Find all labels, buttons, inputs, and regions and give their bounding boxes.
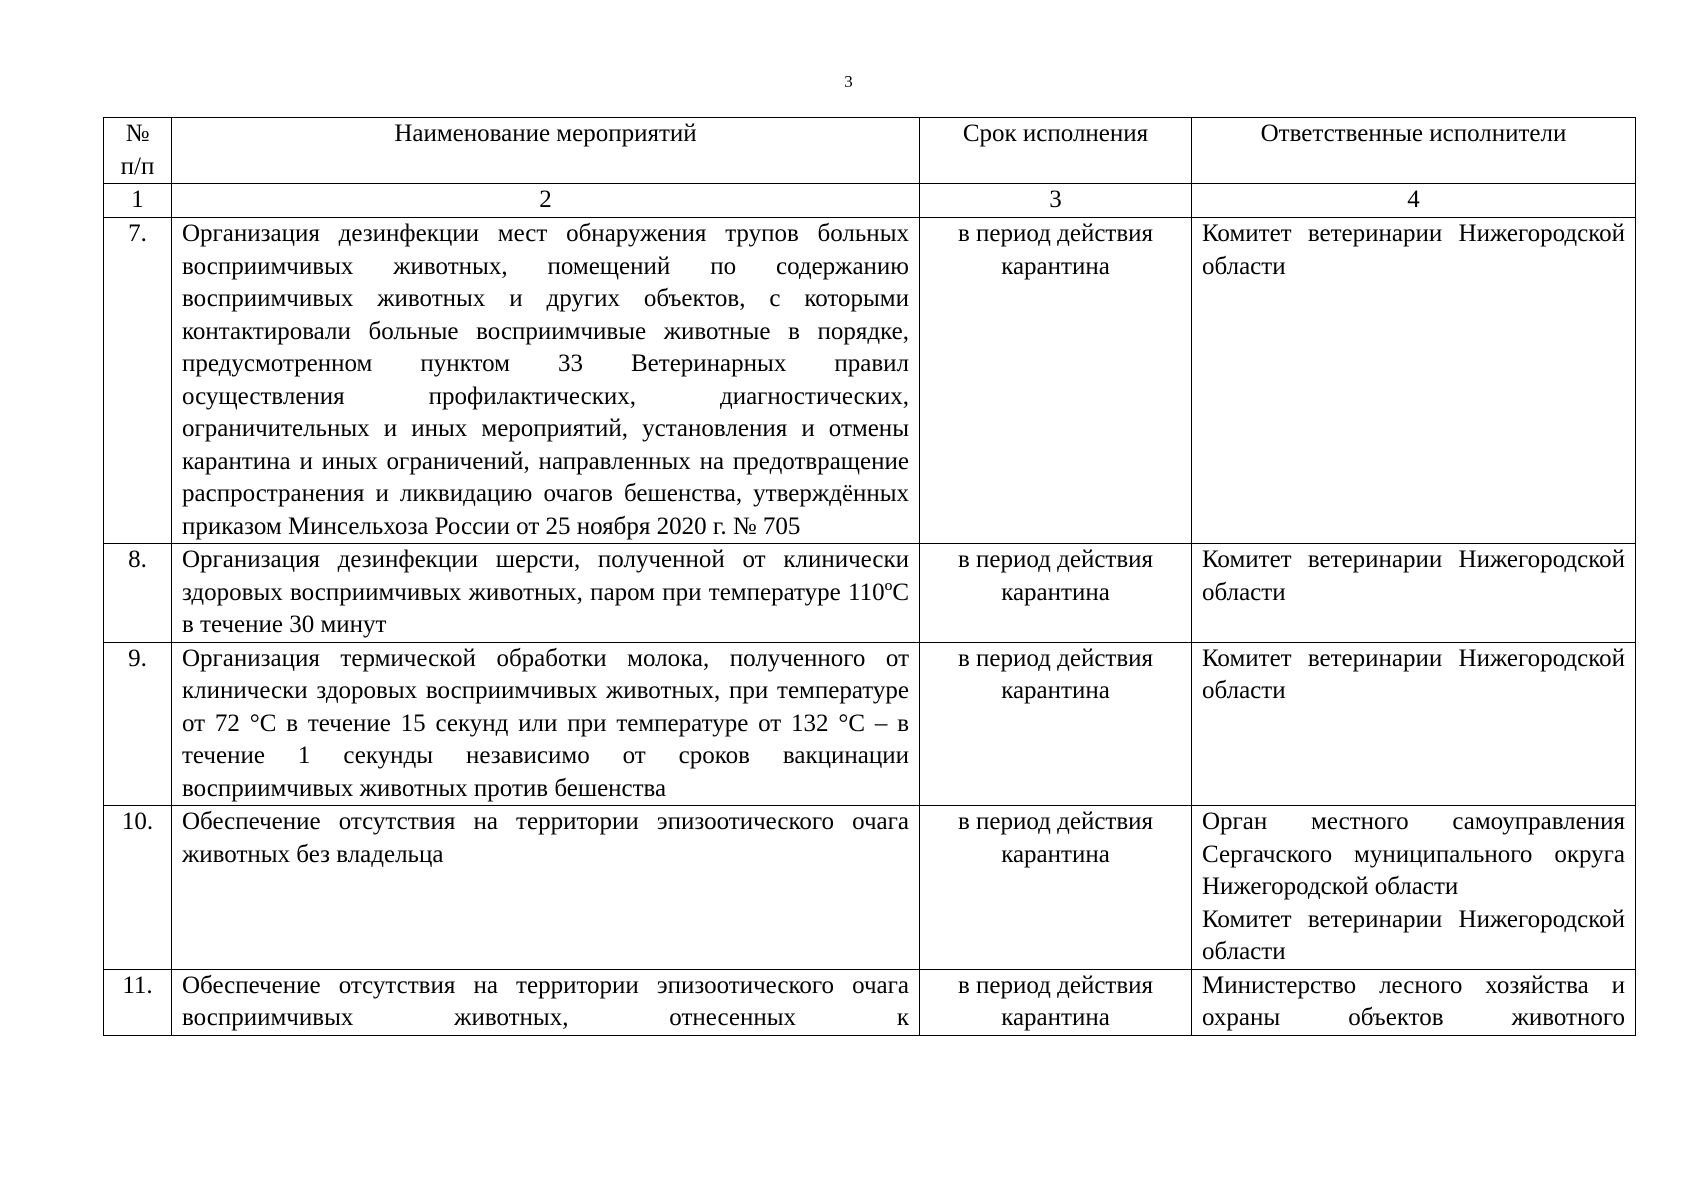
measure-name [172,969,920,1035]
column-index-2: 2 [172,184,920,218]
deadline: в период действия карантина [920,806,1192,970]
column-index-1: 1 [104,184,172,218]
responsible-cell [1192,642,1636,806]
responsible-cell [1192,969,1636,1035]
responsible-party: Комитет ветеринарии Нижегородской области [1202,905,1625,965]
column-index-4: 4 [1192,184,1636,218]
page-number: 3 [844,72,853,91]
header-responsible: Ответственные исполнители [1192,118,1636,184]
row-number: 7. [104,218,172,544]
column-index-3: 3 [920,184,1192,218]
column-index-row [104,184,1636,218]
responsible-party: Министерство лесного хозяйства и охраны объектов животного [1202,971,1625,1031]
header-measure-name: Наименование мероприятий [172,118,920,184]
responsible-cell [1192,806,1636,970]
deadline: в период действия карантина [920,544,1192,643]
measure-name: Организация термической обработки молока, полученного от клинически здоровых восприимчивых животных, при температуре от 72 °C в течение 15 секунд или при температуре от 132 °C – в течение 1 секунды независимо от сроков вакцинации восприимчивых животных против бешенства [172,642,920,806]
row-number: 10. [104,806,172,970]
deadline: в период действия карантина [920,969,1192,1035]
measure-name: Организация дезинфекции мест обнаружения трупов больных восприимчивых животных, помещений по содержанию восприимчивых животных и других объектов, с которыми контактировали больные восприимчивые животные в порядке, предусмотренном пунктом 33 Ветеринарных правил осуществления профилактических, диагностических, ограничительных и иных мероприятий, установления и отмены карантина и иных ограничений, направленных на предотвращение распространения и ликвидацию очагов бешенства, утверждённых приказом Минсельхоза России от 25 ноября 2020 г. № 705 [172,218,920,544]
responsible-party: Комитет ветеринарии Нижегородской области [1202,220,1625,280]
measure-name: Организация дезинфекции шерсти, полученной от клинически здоровых восприимчивых животных, паром при температуре 110ºС в течение 30 минут [172,544,920,643]
header-number: № п/п [104,118,172,184]
responsible-cell [1192,218,1636,544]
table-row [104,218,1636,544]
deadline: в период действия карантина [920,218,1192,544]
measures-table [103,117,1636,1036]
table-row [104,642,1636,806]
table-row [104,544,1636,643]
header-deadline: Срок исполнения [920,118,1192,184]
responsible-party: Комитет ветеринарии Нижегородской области [1202,644,1625,704]
row-number: 11. [104,969,172,1035]
deadline: в период действия карантина [920,642,1192,806]
row-number: 8. [104,544,172,643]
table-row [104,969,1636,1035]
responsible-party: Комитет ветеринарии Нижегородской области [1202,546,1625,606]
measure-name: Обеспечение отсутствия на территории эпизоотического очага животных без владельца [172,806,920,970]
table-header-row [104,118,1636,184]
responsible-party: Орган местного самоуправления Сергачского муниципального округа Нижегородской области [1202,808,1625,900]
measure-name-text: Обеспечение отсутствия на территории эпизоотического очага восприимчивых животных, отнесенных к [182,971,909,1031]
row-number: 9. [104,642,172,806]
responsible-cell [1192,544,1636,643]
table-row [104,806,1636,970]
